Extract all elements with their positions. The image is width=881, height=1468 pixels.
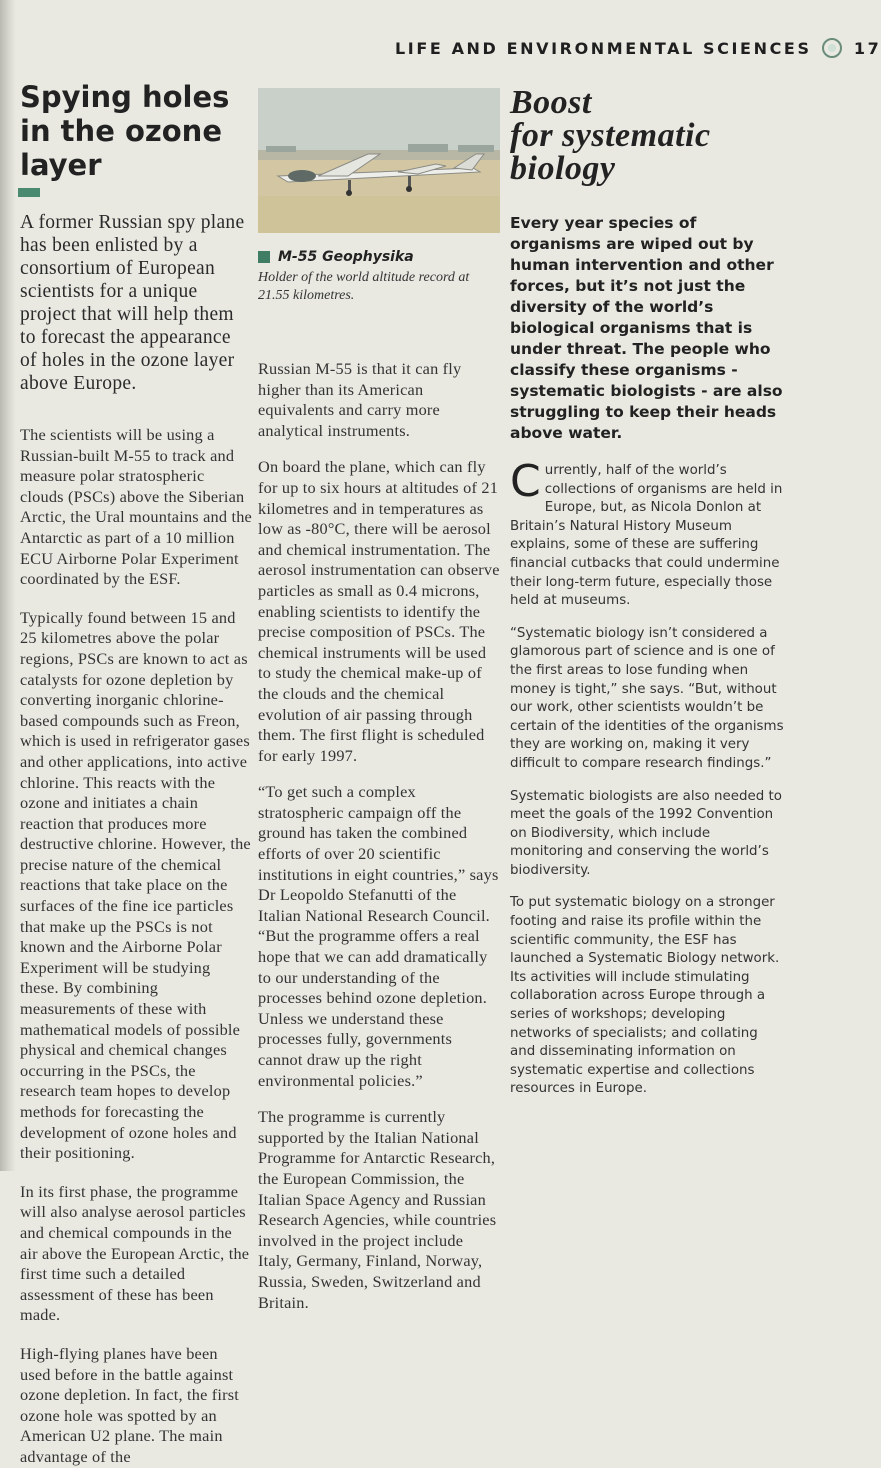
ozone-paragraph: On board the plane, which can fly for up to six hours at altitudes of 21 kilometres and in temperatures as low as -80°C, there will be aerosol and chemical instrumentation. The aerosol instrumentation can observe particles as small as 0.4 microns, enabling scientists to identify the precise composition of PSCs. The chemical instruments will be used to study the chemical make-up of the clouds and the chemical evolution of air passing through them. The first flight is scheduled for early 1997. bbox=[258, 457, 500, 765]
esf-logo-icon bbox=[822, 38, 842, 58]
biology-paragraph: Systematic biologists are also needed to meet the goals of the 1992 Convention on Biodiversity, which include monitoring and conserving the world’s biodiversity. bbox=[510, 788, 782, 878]
m55-plane-photo bbox=[258, 88, 500, 233]
running-header bbox=[395, 38, 881, 58]
drop-cap: C bbox=[510, 456, 541, 507]
aircraft-illustration bbox=[258, 88, 500, 233]
photo-caption-text: Holder of the world altitude record at 21.55 kilometres. bbox=[258, 270, 470, 303]
biology-paragraph: “Systematic biology isn’t considered a glamorous part of science and is one of the first areas to lose funding when money is tight,” she says. “But, without our work, other scientists wouldn’t be certain of the identities of the organisms they are working on, making it very difficult to compare research findings.” bbox=[510, 625, 784, 771]
ozone-paragraph: High-flying planes have been used before in the battle against ozone depletion. In fact, the first ozone hole was spotted by an American U2 plane. The main advantage of the bbox=[20, 1343, 240, 1466]
ozone-paragraph: “To get such a complex stratospheric campaign off the ground has taken the combined efforts of over 20 scientific institutions in eight countries,” says Dr Leopoldo Stefanutti of the Italian National Research Council. “But the programme offers a real hope that we can add dramatically to our understanding of the processes behind ozone depletion. Unless we understand these processes fully, governments cannot draw up the right environmental policies.” bbox=[258, 782, 499, 1090]
ozone-paragraph: The programme is currently supported by the Italian National Programme for Antarctic Research, the European Commission, the Italian Space Agency and Russian Research Agencies, while countries involved in the project include Italy, Germany, Finland, Norway, Russia, Sweden, Switzerland and Britain. bbox=[258, 1107, 497, 1312]
ozone-article-column bbox=[20, 80, 252, 1468]
ozone-paragraph: In its first phase, the programme will also analyse aerosol particles and chemical compounds in the air above the European Arctic, the first time such a detailed assessment of these has been made. bbox=[20, 1181, 250, 1325]
ozone-standfirst: A former Russian spy plane has been enlisted by a consortium of European scientists for a unique project that will help them to forecast the appearance of holes in the ozone layer above Europe. bbox=[20, 212, 245, 394]
biology-paragraph: To put systematic biology on a stronger footing and raise its profile within the scientific community, the ESF has launched a Systematic Biology network. Its activities will include stimulating collaboration across Europe through a series of workshops; developing networks of specialists; and collating and disseminating information on systematic expertise and collections resources in Europe. bbox=[510, 895, 780, 1097]
caption-title-text: M-55 Geophysika bbox=[278, 249, 414, 265]
title-line: biology bbox=[510, 150, 616, 187]
biology-intro: Every year species of organisms are wiped out by human intervention and other forces, but it’s not just the diversity of the world’s biological organisms that is under threat. The people who classify these organisms - systematic biologists - are also struggling to keep their heads above water. bbox=[510, 214, 783, 442]
title-accent-bar bbox=[18, 188, 40, 197]
biology-paragraph bbox=[510, 456, 786, 611]
caption-marker-icon bbox=[258, 251, 270, 263]
ozone-paragraph: Russian M-55 is that it can fly higher than its American equivalents and carry more analytical instruments. bbox=[258, 359, 462, 440]
title-line: Boost bbox=[510, 84, 592, 121]
biology-article-title bbox=[510, 86, 786, 185]
ozone-continued-column bbox=[258, 88, 500, 1313]
photo-caption-title bbox=[258, 249, 500, 265]
ozone-article-title: Spying holes in the ozone layer bbox=[20, 80, 230, 182]
ozone-paragraph: The scientists will be using a Russian-built M-55 to track and measure polar stratospheric clouds (PSCs) above the Siberian Arctic, the Ural mountains and the Antarctic as part of a 10 million ECU Airborne Polar Experiment coordinated by the ESF. bbox=[20, 425, 252, 589]
page-number: 17 bbox=[853, 39, 881, 58]
biology-article-column bbox=[510, 86, 786, 1099]
title-line: for systematic bbox=[510, 117, 711, 154]
ozone-paragraph: Typically found between 15 and 25 kilometres above the polar regions, PSCs are known to act as catalysts for ozone depletion by converting inorganic chlorine-based compounds such as Freon, which is used in refrigerator gases and other applications, into active chlorine. This reacts with the ozone and initiates a chain reaction that produces more destructive chlorine. However, the precise nature of the chemical reactions that take place on the surfaces of the fine ice particles that make up the PSCs is not known and the Airborne Polar Experiment will be studying these. By combining measurements of these with mathematical models of possible physical and chemical changes occurring in the PSCs, the research team hopes to develop methods for forecasting the development of ozone holes and their positioning. bbox=[20, 607, 251, 1163]
page-spine-shadow bbox=[0, 0, 16, 1171]
first-paragraph-text: urrently, half of the world’s collections of organisms are held in Europe, but, as Nicola Donlon at Britain’s Natural History Museum explains, some of these are suffering financial cutbacks that could undermine their long-term future, especially those held at museums. bbox=[510, 463, 783, 609]
section-title: LIFE AND ENVIRONMENTAL SCIENCES bbox=[395, 39, 812, 58]
